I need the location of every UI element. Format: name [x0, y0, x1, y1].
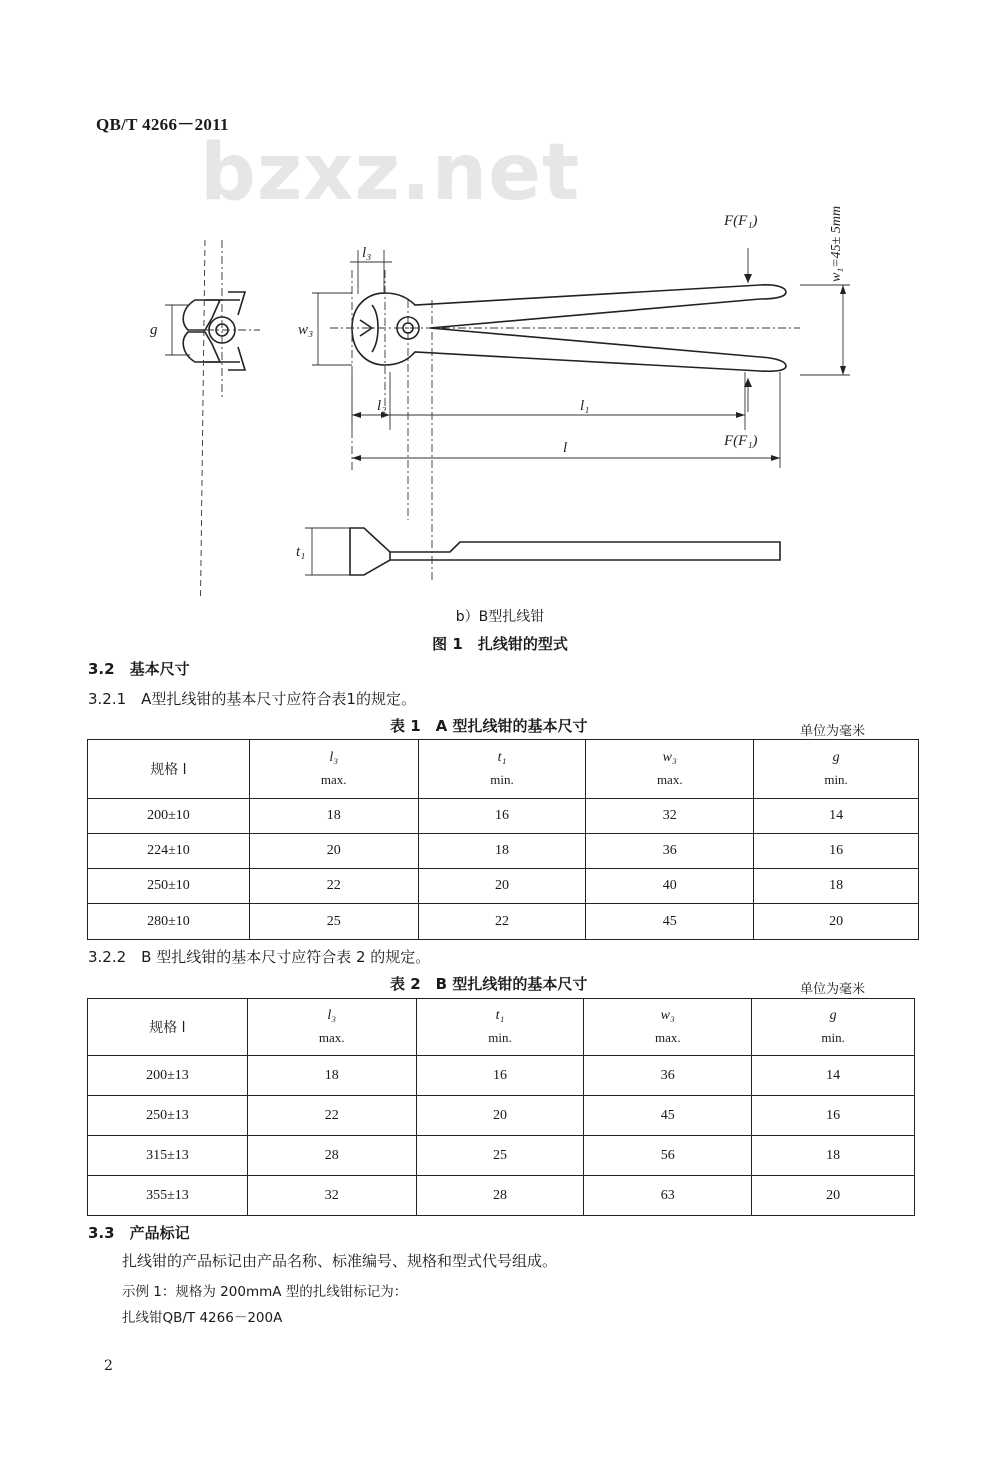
end-view: [183, 292, 245, 370]
table-row: 224±10 20 18 36 16: [88, 834, 919, 869]
table2-header-g: g min.: [752, 999, 915, 1056]
page-number: 2: [104, 1358, 113, 1374]
section-3-2-2-text: 3.2.2 B 型扎线钳的基本尺寸应符合表 2 的规定。: [88, 948, 431, 966]
pliers-drawing: [0, 0, 1000, 600]
standard-id: QB/T 4266－2011: [96, 115, 229, 134]
l1-label: l₁: [580, 398, 590, 414]
section-3-2-1-text: 3.2.1 A型扎线钳的基本尺寸应符合表1的规定。: [88, 690, 416, 708]
side-view: [350, 528, 780, 575]
table2-unit: 单位为毫米: [800, 982, 866, 997]
marking-example: 扎线钳QB/T 4266－200A: [122, 1310, 283, 1326]
table-row: 355±13 32 28 63 20: [88, 1176, 915, 1216]
table-row: 200±10 18 16 32 14: [88, 799, 919, 834]
table2-title: 表 2 B 型扎线钳的基本尺寸: [390, 975, 588, 993]
t1-label: t₁: [296, 544, 306, 560]
table-row: 280±10 25 22 45 20: [88, 904, 919, 940]
w1-label: w₁=45± 5mm: [829, 205, 844, 282]
figure-caption: 图 1 扎线钳的型式: [432, 635, 568, 653]
table1-header-t1: t₁ min.: [418, 740, 586, 799]
table2-header-t1: t₁ min.: [416, 999, 584, 1056]
section-3-3-paragraph: 扎线钳的产品标记由产品名称、标准编号、规格和型式代号组成。: [122, 1252, 558, 1270]
table-row: 315±13 28 25 56 18: [88, 1136, 915, 1176]
table1-header-l3: l₃ max.: [249, 740, 418, 799]
l3-label: l₃: [362, 245, 372, 261]
force-label-top: F(F₁): [724, 213, 758, 229]
w3-label: w₃: [298, 322, 314, 338]
g-label: g: [150, 322, 158, 338]
figure-subcaption: b）B型扎线钳: [455, 609, 545, 625]
force-label-bottom: F(F₁): [724, 433, 758, 449]
table2-header-spec: 规格 l: [88, 999, 248, 1056]
watermark: bzxz.net: [200, 128, 581, 218]
l2-label: l₂: [377, 398, 387, 414]
table1-header-spec: 规格 l: [88, 740, 250, 799]
table1: [87, 739, 919, 940]
section-3-2-heading: 3.2 基本尺寸: [88, 660, 190, 678]
table1-title: 表 1 A 型扎线钳的基本尺寸: [390, 717, 588, 735]
table2-header-l3: l₃ max.: [247, 999, 416, 1056]
table2-header-w3: w₃ max.: [584, 999, 752, 1056]
table-row: 200±13 18 16 36 14: [88, 1056, 915, 1096]
table2: [87, 998, 915, 1216]
table1-unit: 单位为毫米: [800, 724, 866, 739]
section-3-3-heading: 3.3 产品标记: [88, 1224, 190, 1242]
table-row: 250±10 22 20 40 18: [88, 869, 919, 904]
table1-header-g: g min.: [754, 740, 919, 799]
table1-header-w3: w₃ max.: [586, 740, 754, 799]
table-row: 250±13 22 20 45 16: [88, 1096, 915, 1136]
example-1-text: 示例 1：规格为 200mmA 型的扎线钳标记为：: [122, 1284, 408, 1300]
l-label: l: [563, 440, 568, 456]
